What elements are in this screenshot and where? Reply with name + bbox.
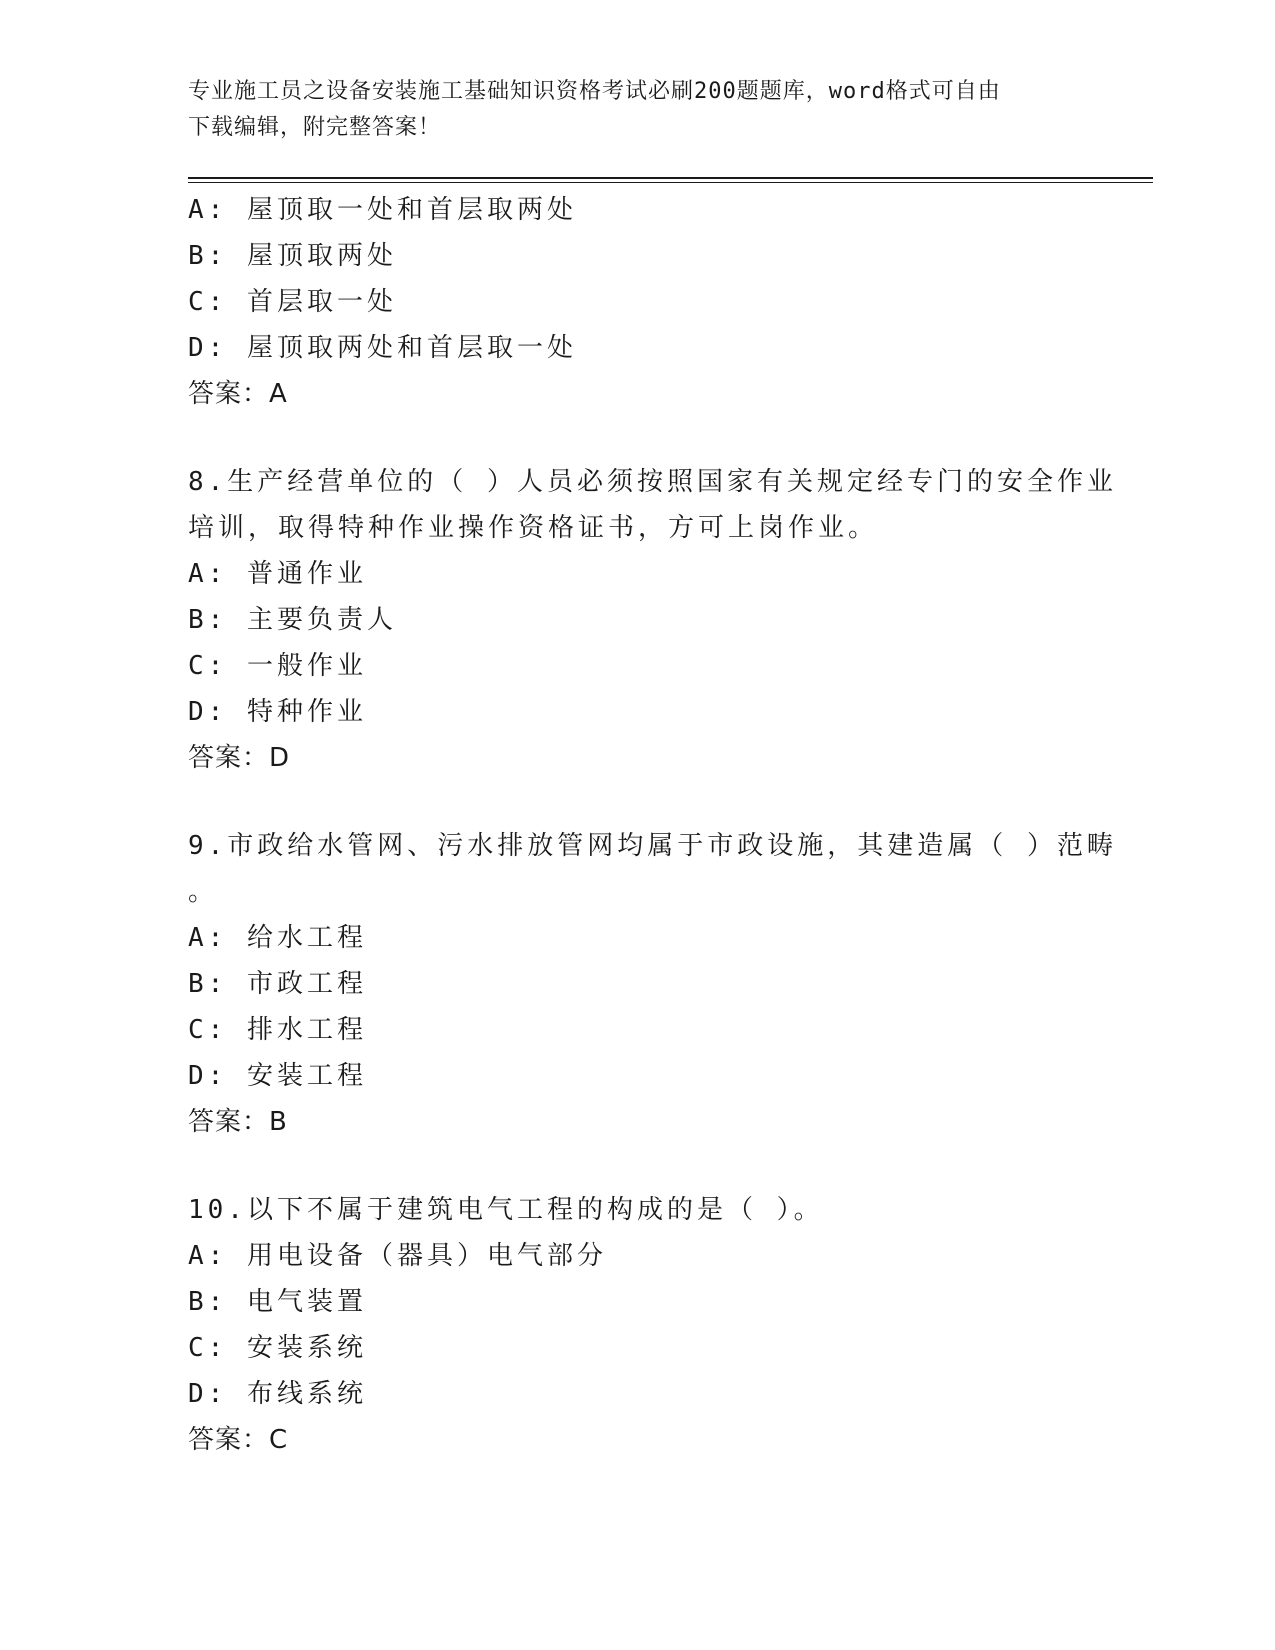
- question-spacer: [188, 417, 1088, 459]
- answer-label: 答案：D: [188, 743, 291, 773]
- option-b: B: 屋顶取两处: [188, 241, 397, 271]
- header-line-1: 专业施工员之设备安装施工基础知识资格考试必刷200题题库，word格式可自由: [188, 79, 1001, 104]
- question-7: [188, 187, 1088, 417]
- option-b: B: 主要负责人: [188, 605, 397, 635]
- header-divider-thick: [188, 177, 1153, 179]
- option-a: A: 普通作业: [188, 559, 367, 589]
- header-divider-thin: [188, 182, 1153, 183]
- question-spacer: [188, 1145, 1088, 1187]
- option-a: A: 用电设备（器具）电气部分: [188, 1241, 607, 1271]
- question-10: [188, 1187, 1088, 1463]
- question-9: [188, 823, 1117, 1145]
- answer-label: 答案：B: [188, 1107, 288, 1137]
- option-c: C: 安装系统: [188, 1333, 367, 1363]
- option-c: C: 排水工程: [188, 1015, 367, 1045]
- option-c: C: 一般作业: [188, 651, 367, 681]
- question-stem-line-2: 培训，取得特种作业操作资格证书，方可上岗作业。: [188, 513, 879, 543]
- option-c: C: 首层取一处: [188, 287, 397, 317]
- answer-label: 答案：C: [188, 1425, 289, 1455]
- header-line-2: 下载编辑，附完整答案！: [188, 115, 442, 140]
- option-d: D: 布线系统: [188, 1379, 367, 1409]
- question-spacer: [188, 781, 1088, 823]
- option-a: A: 给水工程: [188, 923, 367, 953]
- question-stem-line-1: 8.生产经营单位的（ ）人员必须按照国家有关规定经专门的安全作业: [188, 467, 1117, 497]
- option-b: B: 电气装置: [188, 1287, 367, 1317]
- option-d: D: 屋顶取两处和首层取一处: [188, 333, 577, 363]
- answer-label: 答案：A: [188, 379, 288, 409]
- document-header: [188, 74, 1088, 146]
- option-b: B: 市政工程: [188, 969, 367, 999]
- question-stem-line-1: 10.以下不属于建筑电气工程的构成的是（ ）。: [188, 1195, 824, 1225]
- question-stem-line-2: 。: [188, 877, 219, 907]
- question-8: [188, 459, 1117, 781]
- option-a: A: 屋顶取一处和首层取两处: [188, 195, 577, 225]
- question-stem-line-1: 9.市政给水管网、污水排放管网均属于市政设施，其建造属（ ）范畴: [188, 831, 1117, 861]
- question-list: [188, 187, 1117, 1463]
- option-d: D: 特种作业: [188, 697, 367, 727]
- option-d: D: 安装工程: [188, 1061, 367, 1091]
